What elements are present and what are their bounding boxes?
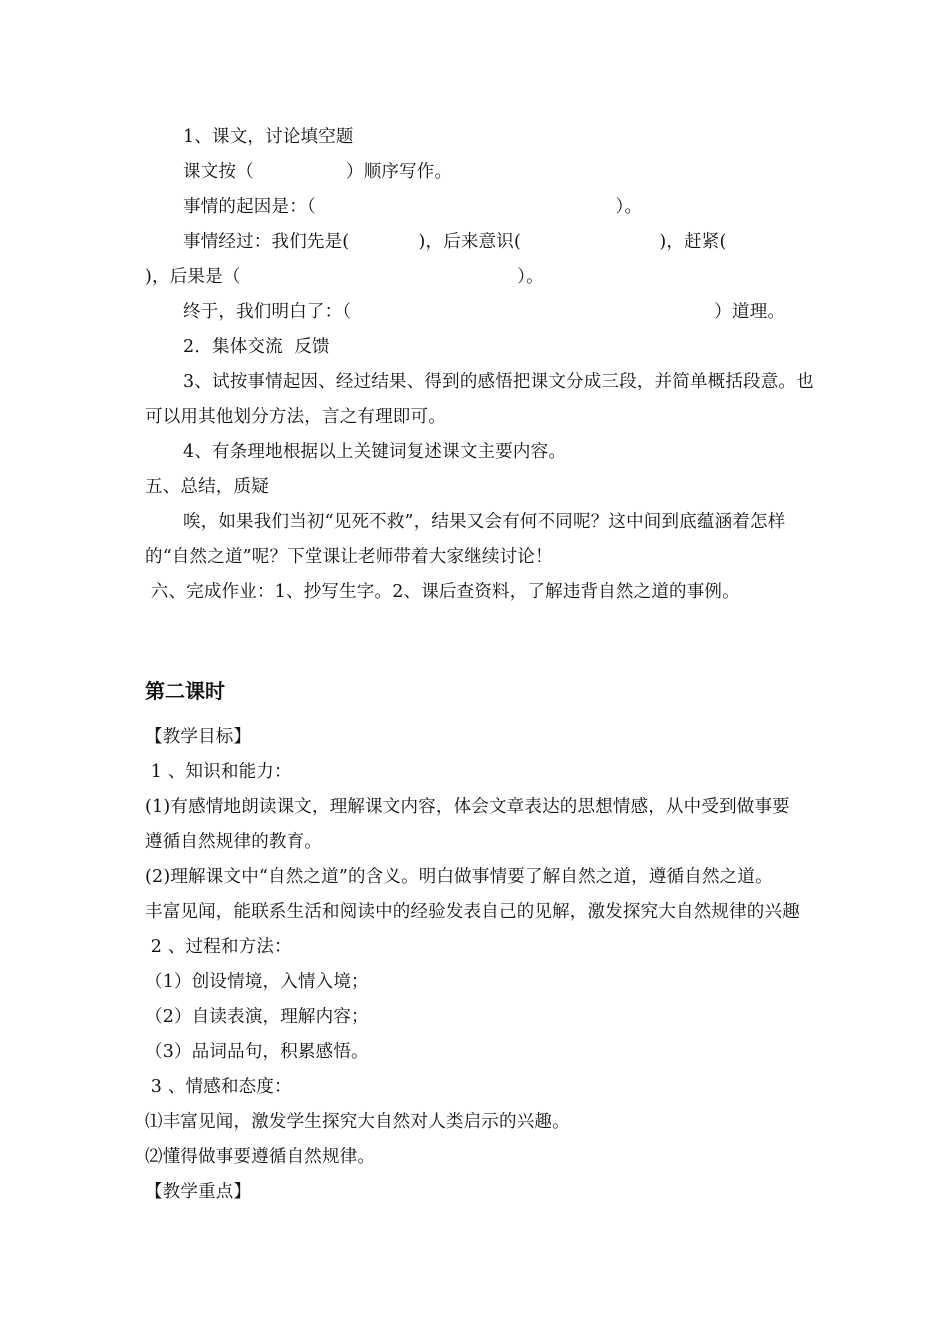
text-line: 可以用其他划分方法，言之有理即可。	[145, 407, 446, 427]
text-line: （1）创设情境，入情入境；	[145, 972, 369, 992]
section-title: 六、完成作业：1、抄写生字。2、课后查资料，了解违背自然之道的事例。	[145, 582, 740, 602]
text-line: ⑵懂得做事要遵循自然规律。	[145, 1147, 376, 1167]
text-line: 课文按（ ）顺序写作。	[183, 162, 453, 182]
text-line: 遵循自然规律的教育。	[145, 832, 322, 852]
bracket-heading: 【教学目标】	[145, 727, 252, 747]
lesson-heading: 第二课时	[145, 679, 225, 703]
text-line: 3 、情感和态度：	[145, 1077, 292, 1097]
text-line: )，后果是（ ）。	[145, 267, 544, 287]
text-line: (1)有感情地朗读课文，理解课文内容，体会文章表达的思想情感，从中受到做事要	[145, 797, 790, 817]
section-title: 五、总结，质疑	[145, 477, 269, 497]
text-line: 2．集体交流 反馈	[183, 337, 330, 357]
text-line: 2 、过程和方法：	[145, 937, 292, 957]
text-line: （3）品词品句，积累感悟。	[145, 1042, 369, 1062]
text-line: 4、有条理地根据以上关键词复述课文主要内容。	[183, 442, 567, 462]
text-line: ⑴丰富见闻，激发学生探究大自然对人类启示的兴趣。	[145, 1112, 570, 1132]
text-line: （2）自读表演，理解内容；	[145, 1007, 369, 1027]
text-line: 事情的起因是：（ ）。	[183, 197, 643, 217]
text-line: 唉，如果我们当初“见死不救”，结果又会有何不同呢？这中间到底蕴涵着怎样	[183, 512, 786, 532]
text-line: 事情经过：我们先是( )，后来意识( )，赶紧(	[183, 232, 727, 252]
text-line: 丰富见闻，能联系生活和阅读中的经验发表自己的见解，激发探究大自然规律的兴趣	[145, 902, 800, 922]
text-line: (2)理解课文中“自然之道”的含义。明白做事情要了解自然之道，遵循自然之道。	[145, 867, 773, 887]
text-line: 1 、知识和能力：	[145, 762, 292, 782]
text-line: 终于，我们明白了：（ ）道理。	[183, 302, 786, 322]
text-line: 1、课文，讨论填空题	[183, 127, 354, 147]
text-line: 3、试按事情起因、经过结果、得到的感悟把课文分成三段，并简单概括段意。也	[183, 372, 814, 392]
text-line: 的“自然之道”呢？下堂课让老师带着大家继续讨论！	[145, 547, 553, 567]
bracket-heading: 【教学重点】	[145, 1182, 252, 1202]
